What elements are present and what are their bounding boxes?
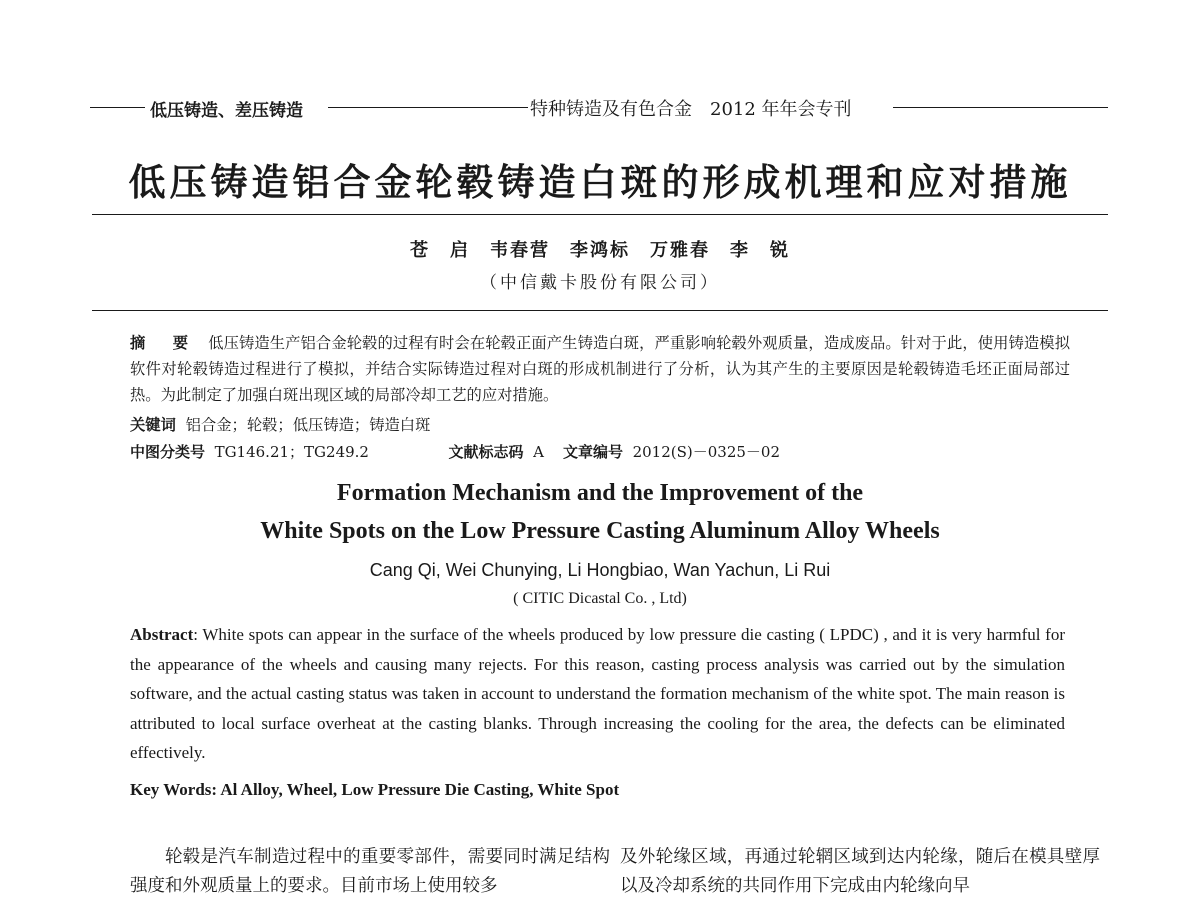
paper-title-en-line2: White Spots on the Low Pressure Casting Aluminum Alloy Wheels xyxy=(260,518,940,544)
header-rule-right xyxy=(893,107,1108,108)
doc-code-label: 文献标志码 xyxy=(448,443,524,461)
abstract-cn-text: 低压铸造生产铝合金轮毂的过程有时会在轮毂正面产生铸造白斑，严重影响轮毂外观质量，造成废品。针对于此，使用铸造模拟软件对轮毂铸造过程进行了模拟，并结合实际铸造过程对白斑的形成机制进行了分析，认为其产生的主要原因是轮毂铸造毛坯正面局部过热。为此制定了加强白斑出现区域的局部冷却工艺的应对措施。 xyxy=(130,334,1070,404)
abstract-cn xyxy=(130,330,1070,408)
authors-cn: 苍 启 韦春营 李鸿标 万雅春 李 锐 xyxy=(410,240,790,261)
authors-en: Cang Qi, Wei Chunying, Li Hongbiao, Wan Yachun, Li Rui xyxy=(369,560,831,580)
keywords-cn-text: 铝合金；轮毂；低压铸造；铸造白斑 xyxy=(185,416,431,434)
article-no-value: 2012(S)－0325－02 xyxy=(632,443,780,461)
keywords-cn xyxy=(130,413,430,435)
abstract-en-label: Abstract xyxy=(130,625,194,644)
header-rule-left xyxy=(90,107,145,108)
classification-row xyxy=(130,441,1080,462)
abstract-en: Abstract: White spots can appear in the surface of the wheels produced by low pressure die casting ( LPDC) , and it is very harmful for the appearance of the wheels and causing many rejects. For this reason, casting process analysis was carried out by the simulation software, and the actual casting status was taken in account to understand the formation mechanism of the white spot. The main reason is attributed to local surface overheat at the casting blanks. Through increasing the cooling for the area, the defects can be eliminated effectively. xyxy=(130,625,1065,762)
abstract-en-text: White spots can appear in the surface of the wheels produced by low pressure die casting ( LPDC) , and it is very harmful for the appearance of the wheels and causing many rejects. For this reason, casting process analysis was carried out by the simulation software, and the actual casting status was taken in account to understand the formation mechanism of the white spot. The main reason is attributed to local surface overheat at the casting blanks. Through increasing the cooling for the area, the defects can be eliminated effectively. xyxy=(130,625,1065,762)
authors-rule-bottom xyxy=(92,310,1108,311)
body-column-right: 及外轮缘区域，再通过轮辋区域到达内轮缘，随后在模具壁厚以及冷却系统的共同作用下完成由内轮缘向早 xyxy=(620,847,1100,896)
paper-title-cn: 低压铸造铝合金轮毂铸造白斑的形成机理和应对措施 xyxy=(128,161,1072,204)
keywords-en-label: Key Words xyxy=(130,780,212,799)
keywords-en: Key Words: Al Alloy, Wheel, Low Pressure Die Casting, White Spot xyxy=(130,780,620,799)
keywords-cn-label: 关键词 xyxy=(130,416,176,434)
running-header-left: 低压铸造、差压铸造 xyxy=(150,101,303,121)
title-rule-bottom xyxy=(92,214,1108,215)
body-column-left: 轮毂是汽车制造过程中的重要零部件，需要同时满足结构强度和外观质量上的要求。目前市场上使用较多 xyxy=(130,847,610,896)
header-rule-middle xyxy=(328,107,528,108)
affiliation-cn: （中信戴卡股份有限公司） xyxy=(480,273,720,293)
clc-value: TG146.21；TG249.2 xyxy=(214,443,369,461)
abstract-cn-label: 摘 要 xyxy=(130,334,195,352)
keywords-en-text: Al Alloy, Wheel, Low Pressure Die Casting, White Spot xyxy=(220,780,620,799)
clc-label: 中图分类号 xyxy=(130,443,206,461)
doc-code-value: A xyxy=(533,443,544,461)
running-header-right: 特种铸造及有色合金 2012 年年会专刊 xyxy=(530,99,852,120)
affiliation-en: ( CITIC Dicastal Co. , Ltd) xyxy=(513,590,687,607)
paper-title-en-line1: Formation Mechanism and the Improvement of the xyxy=(336,480,864,506)
article-no-label: 文章编号 xyxy=(563,443,624,461)
